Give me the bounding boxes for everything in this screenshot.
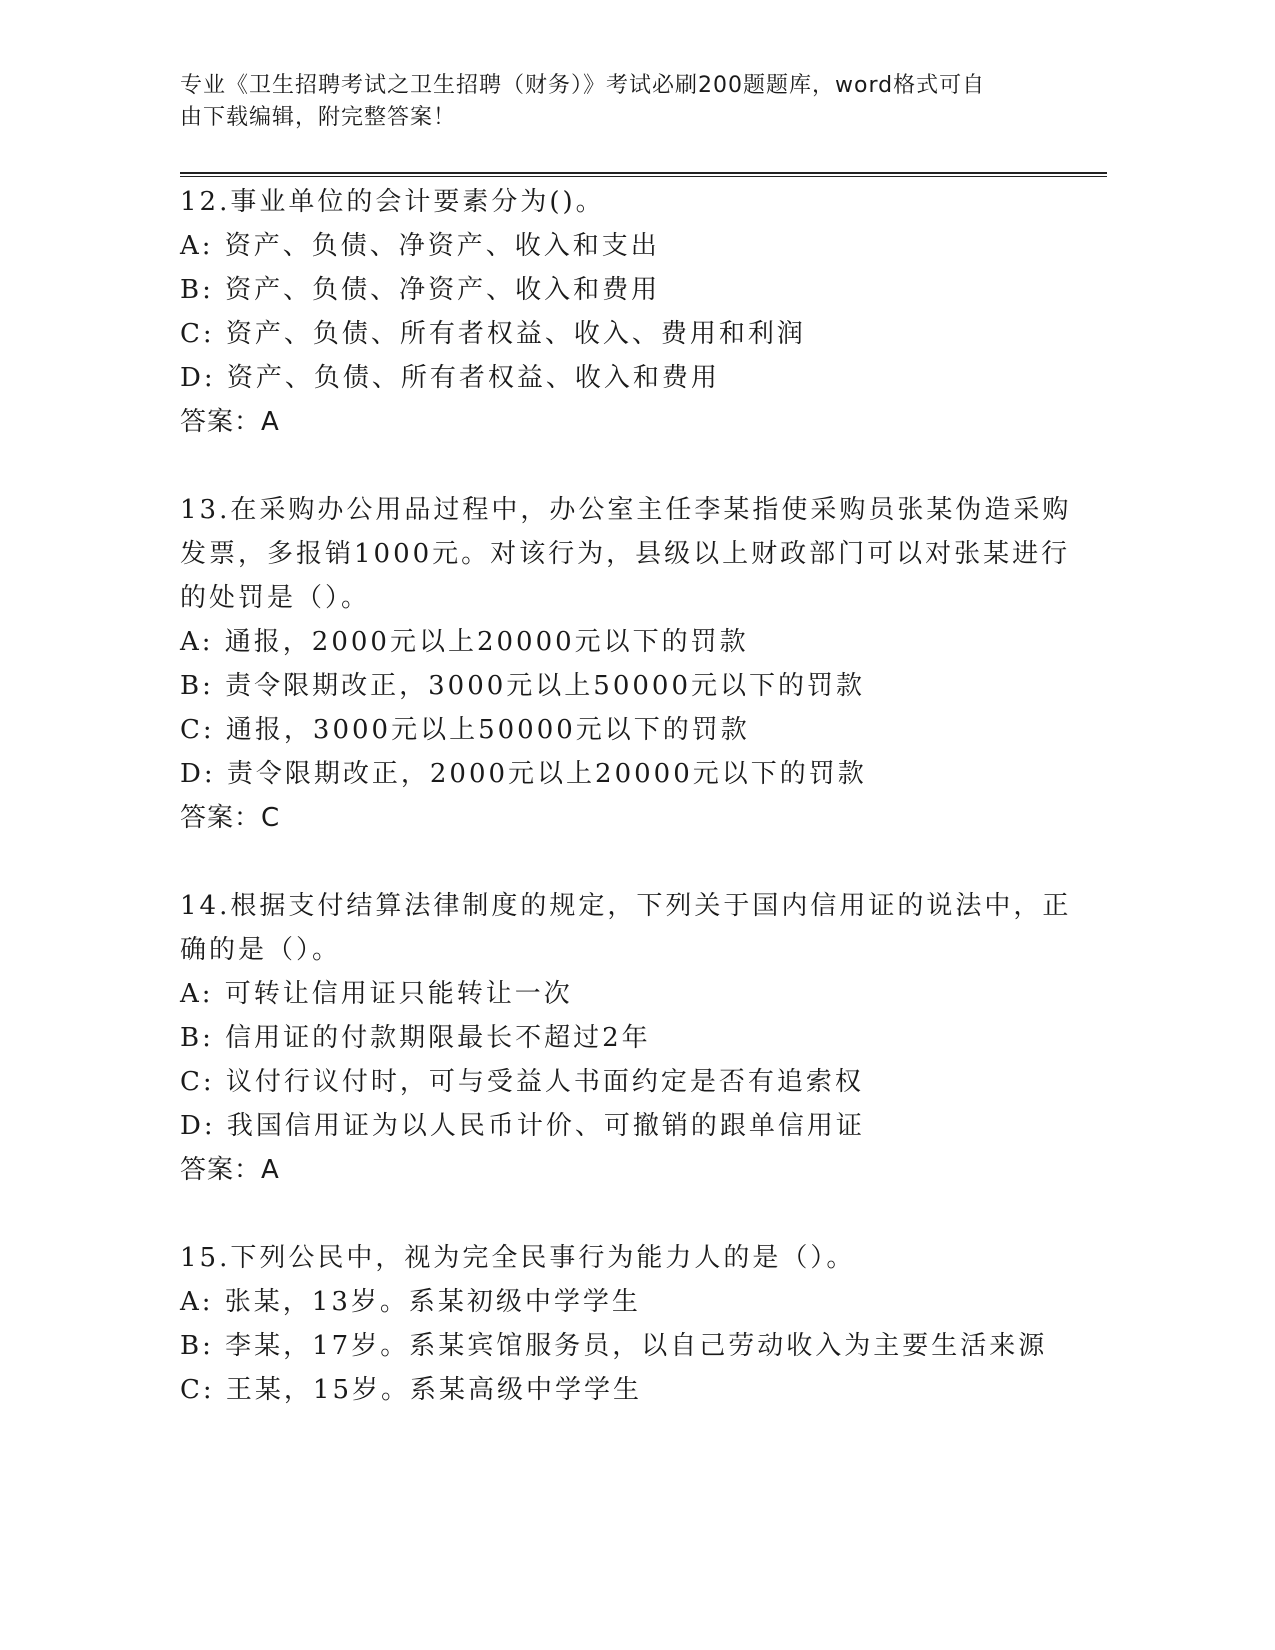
- question-13: [180, 488, 1080, 840]
- question-stem-line: 的处罚是（）。: [180, 583, 371, 613]
- option-d: D: 责令限期改正，2000元以上20000元以下的罚款: [180, 759, 867, 789]
- option-a: A: 张某，13岁。系某初级中学学生: [180, 1287, 641, 1317]
- question-stem-line: 13.在采购办公用品过程中，办公室主任李某指使采购员张某伪造采购: [180, 495, 1072, 525]
- option-c: C: 资产、负债、所有者权益、收入、费用和利润: [180, 319, 806, 349]
- answer-line: 答案：A: [180, 1155, 280, 1185]
- option-d: D: 资产、负债、所有者权益、收入和费用: [180, 363, 720, 393]
- answer-line: 答案：C: [180, 803, 281, 833]
- question-stem-line: 12.事业单位的会计要素分为()。: [180, 187, 605, 217]
- option-c: C: 王某，15岁。系某高级中学学生: [180, 1375, 643, 1405]
- option-b: B: 信用证的付款期限最长不超过2年: [180, 1023, 651, 1053]
- header-line-1: 专业《卫生招聘考试之卫生招聘（财务）》考试必刷200题题库，word格式可自: [180, 73, 986, 98]
- option-c: C: 议付行议付时，可与受益人书面约定是否有追索权: [180, 1067, 864, 1097]
- option-b: B: 李某，17岁。系某宾馆服务员，以自己劳动收入为主要生活来源: [180, 1331, 1048, 1361]
- header-divider: [180, 172, 1107, 177]
- header-line-2: 由下载编辑，附完整答案！: [180, 105, 457, 130]
- spacer: [180, 444, 1080, 488]
- option-b: B: 责令限期改正，3000元以上50000元以下的罚款: [180, 671, 866, 701]
- option-a: A: 资产、负债、净资产、收入和支出: [180, 231, 660, 261]
- question-12: [180, 180, 1080, 444]
- question-list: [180, 180, 1080, 1412]
- question-15: [180, 1236, 1080, 1412]
- question-stem-line: 14.根据支付结算法律制度的规定，下列关于国内信用证的说法中，正: [180, 891, 1072, 921]
- document-header: [180, 70, 1040, 134]
- spacer: [180, 1192, 1080, 1236]
- question-14: [180, 884, 1080, 1192]
- question-stem-line: 15.下列公民中，视为完全民事行为能力人的是（）。: [180, 1243, 856, 1273]
- spacer: [180, 840, 1080, 884]
- option-b: B: 资产、负债、净资产、收入和费用: [180, 275, 661, 305]
- option-a: A: 通报，2000元以上20000元以下的罚款: [180, 627, 749, 657]
- option-d: D: 我国信用证为以人民币计价、可撤销的跟单信用证: [180, 1111, 865, 1141]
- option-a: A: 可转让信用证只能转让一次: [180, 979, 573, 1009]
- question-stem-line: 发票，多报销1000元。对该行为，县级以上财政部门可以对张某进行: [180, 539, 1071, 569]
- answer-line: 答案：A: [180, 407, 280, 437]
- option-c: C: 通报，3000元以上50000元以下的罚款: [180, 715, 750, 745]
- question-stem-line: 确的是（）。: [180, 935, 342, 965]
